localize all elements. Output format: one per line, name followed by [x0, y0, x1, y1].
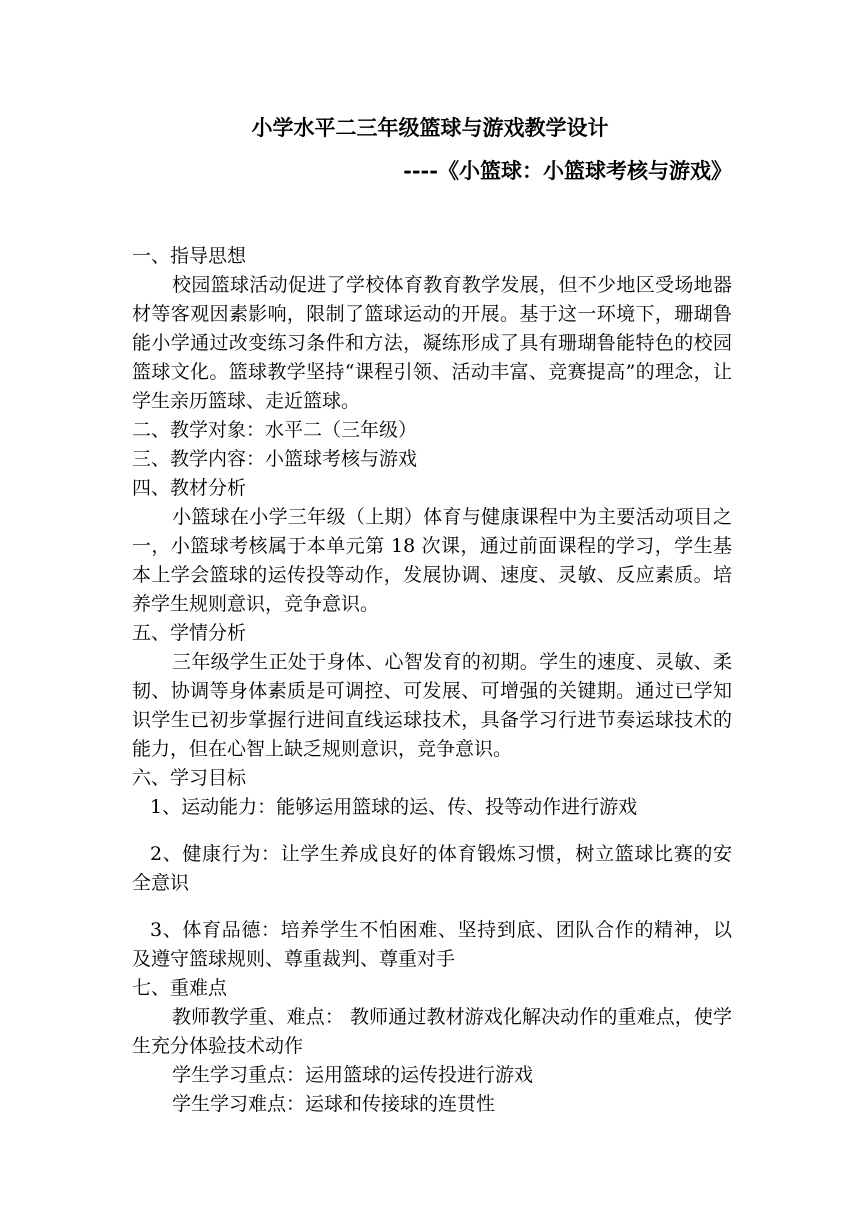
section-heading-learning-goals: 六、学习目标	[132, 767, 247, 789]
document-subtitle: ----《小篮球：小篮球考核与游戏》	[403, 158, 732, 183]
section-heading-teaching-content: 三、教学内容：小篮球考核与游戏	[132, 448, 418, 470]
learning-goal-1: 1、运动能力：能够运用篮球的运、传、投等动作进行游戏	[150, 796, 638, 818]
student-difficulty: 学生学习难点：运球和传接球的连贯性	[172, 1093, 496, 1115]
section-text-learner-analysis: 三年级学生正处于身体、心智发育的初期。学生的速度、灵敏、柔韧、协调等身体素质是可调控、可发展、可增强的关键期。通过已学知识学生已初步掌握行进间直线运球技术，具备学习行进节奏运球技术的能力，但在心智上缺乏规则意识，竞争意识。	[132, 651, 732, 760]
section-heading-guiding-ideology: 一、指导思想	[132, 245, 247, 267]
document-body	[132, 242, 732, 1119]
learning-goal-3: 3、体育品德：培养学生不怕困难、坚持到底、团队合作的精神，以及遵守篮球规则、尊重裁判、尊重对手	[132, 919, 732, 970]
learning-goal-2: 2、健康行为：让学生养成良好的体育锻炼习惯，树立篮球比赛的安全意识	[132, 843, 732, 894]
section-heading-key-difficulties: 七、重难点	[132, 977, 228, 999]
section-heading-learner-analysis: 五、学情分析	[132, 622, 247, 644]
student-key-point: 学生学习重点：运用篮球的运传投进行游戏	[172, 1064, 534, 1086]
section-text-material-analysis: 小篮球在小学三年级（上期）体育与健康课程中为主要活动项目之一，小篮球考核属于本单元第 18 次课，通过前面课程的学习，学生基本上学会篮球的运传投等动作，发展协调、速度、灵敏、反应素质。培养学生规则意识，竞争意识。	[132, 506, 732, 615]
teacher-key-difficulties: 教师教学重、难点： 教师通过教材游戏化解决动作的重难点，使学生充分体验技术动作	[132, 1006, 732, 1057]
section-text-guiding-ideology: 校园篮球活动促进了学校体育教育教学发展，但不少地区受场地器材等客观因素影响，限制了篮球运动的开展。基于这一环境下，珊瑚鲁能小学通过改变练习条件和方法，凝练形成了具有珊瑚鲁能特色的校园篮球文化。篮球教学坚持“课程引领、活动丰富、竞赛提高”的理念，让学生亲历篮球、走近篮球。	[132, 274, 732, 412]
section-heading-teaching-target: 二、教学对象：水平二（三年级）	[132, 419, 418, 441]
document-title: 小学水平二三年级篮球与游戏教学设计	[251, 115, 609, 140]
section-heading-material-analysis: 四、教材分析	[132, 477, 247, 499]
